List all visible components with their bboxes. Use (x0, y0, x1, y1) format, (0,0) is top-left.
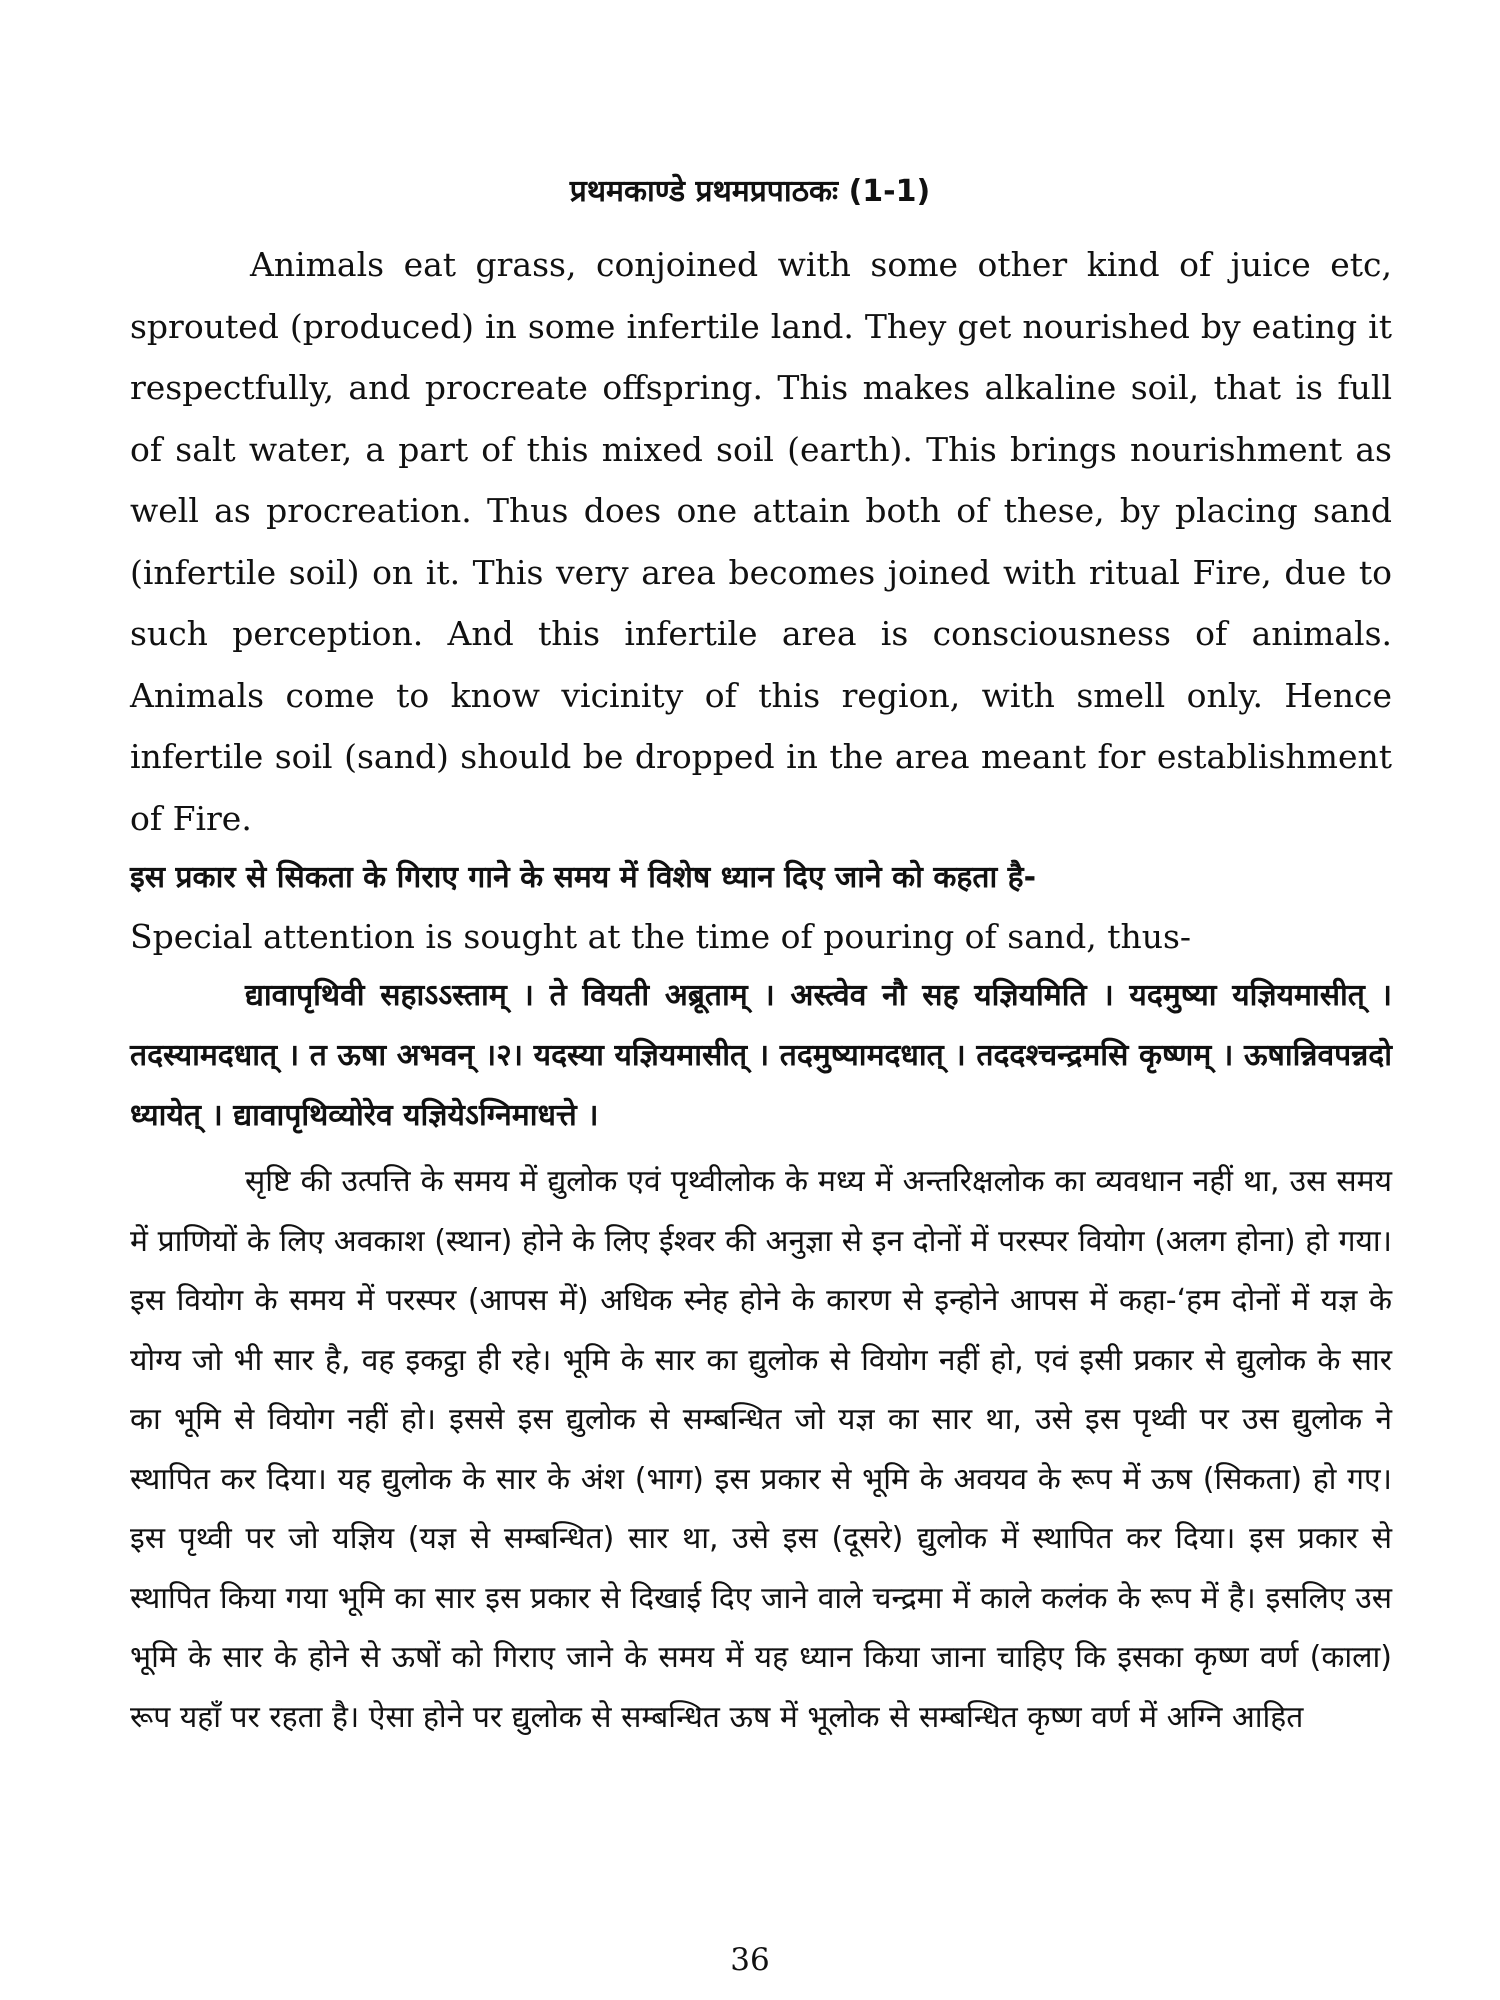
chapter-heading: प्रथमकाण्डे प्रथमप्रपाठकः (1-1) (569, 174, 931, 209)
sanskrit-mantra: द्यावापृथिवी सहाऽऽस्ताम् । ते वियती अब्रूताम् । अस्त्वेव नौ सह यज्ञियमिति । यदमुष्या यज्ञियमासीत् । तदस्यामदधात् । त ऊषा अभवन् ।२। यदस्या यज्ञियमासीत् । तदमुष्यामदधात् । तददश्चन्द्रमसि कृष्णम् । ऊषान्निवपन्नदो ध्यायेत् । द्यावापृथिव्योरेव यज्ञियेऽग्निमाधत्ते । (130, 978, 1392, 1133)
hindi-commentary: सृष्टि की उत्पत्ति के समय में द्युलोक एवं पृथ्वीलोक के मध्य में अन्तरिक्षलोक का व्यवधान नहीं था, उस समय में प्राणियों के लिए अवकाश (स्थान) होने के लिए ईश्वर की अनुज्ञा से इन दोनों में परस्पर वियोग (अलग होना) हो गया। इस वियोग के समय में परस्पर (आपस में) अधिक स्नेह होने के कारण से इन्होने आपस में कहा-‘हम दोनों में यज्ञ के योग्य जो भी सार है, वह इकट्ठा ही रहे। भूमि के सार का द्युलोक से वियोग नहीं हो, एवं इसी प्रकार से द्युलोक के सार का भूमि से वियोग नहीं हो। इससे इस द्युलोक से सम्बन्धित जो यज्ञ का सार था, उसे इस पृथ्वी पर उस द्युलोक ने स्थापित कर दिया। यह द्युलोक के सार के अंश (भाग) इस प्रकार से भूमि के अवयव के रूप में ऊष (सिकता) हो गए। इस पृथ्वी पर जो यज्ञिय (यज्ञ से सम्बन्धित) सार था, उसे इस (दूसरे) द्युलोक में स्थापित कर दिया। इस प्रकार से स्थापित किया गया भूमि का सार इस प्रकार से दिखाई दिए जाने वाले चन्द्रमा में काले कलंक के रूप में है। इसलिए उस भूमि के सार के होने से ऊषों को गिराए जाने के समय में यह ध्यान किया जाना चाहिए कि इसका कृष्ण वर्ण (काला) रूप यहाँ पर रहता है। ऐसा होने पर द्युलोक से सम्बन्धित ऊष में भूलोक से सम्बन्धित कृष्ण वर्ण में अग्नि आहित (130, 1164, 1392, 1735)
page-number: 36 (730, 1942, 770, 1978)
english-paragraph: Animals eat grass, conjoined with some other kind of juice etc, sprouted (produced) in some infertile land. They get nourished by eating it respectfully, and procreate offspring. This makes alkaline soil, that is full of salt water, a part of this mixed soil (earth). This brings nourishment as well as procreation. Thus does one attain both of these, by placing sand (infertile soil) on it. This very area becomes joined with ritual Fire, due to such perception. And this infertile area is consciousness of animals. Animals come to know vicinity of this region, with smell only. Hence infertile soil (sand) should be dropped in the area meant for establishment of Fire. (130, 245, 1392, 838)
hindi-intro-line: इस प्रकार से सिकता के गिराए गाने के समय में विशेष ध्यान दिए जाने को कहता है- (130, 860, 1037, 895)
english-special-line: Special attention is sought at the time of pouring of sand, thus- (130, 917, 1192, 956)
